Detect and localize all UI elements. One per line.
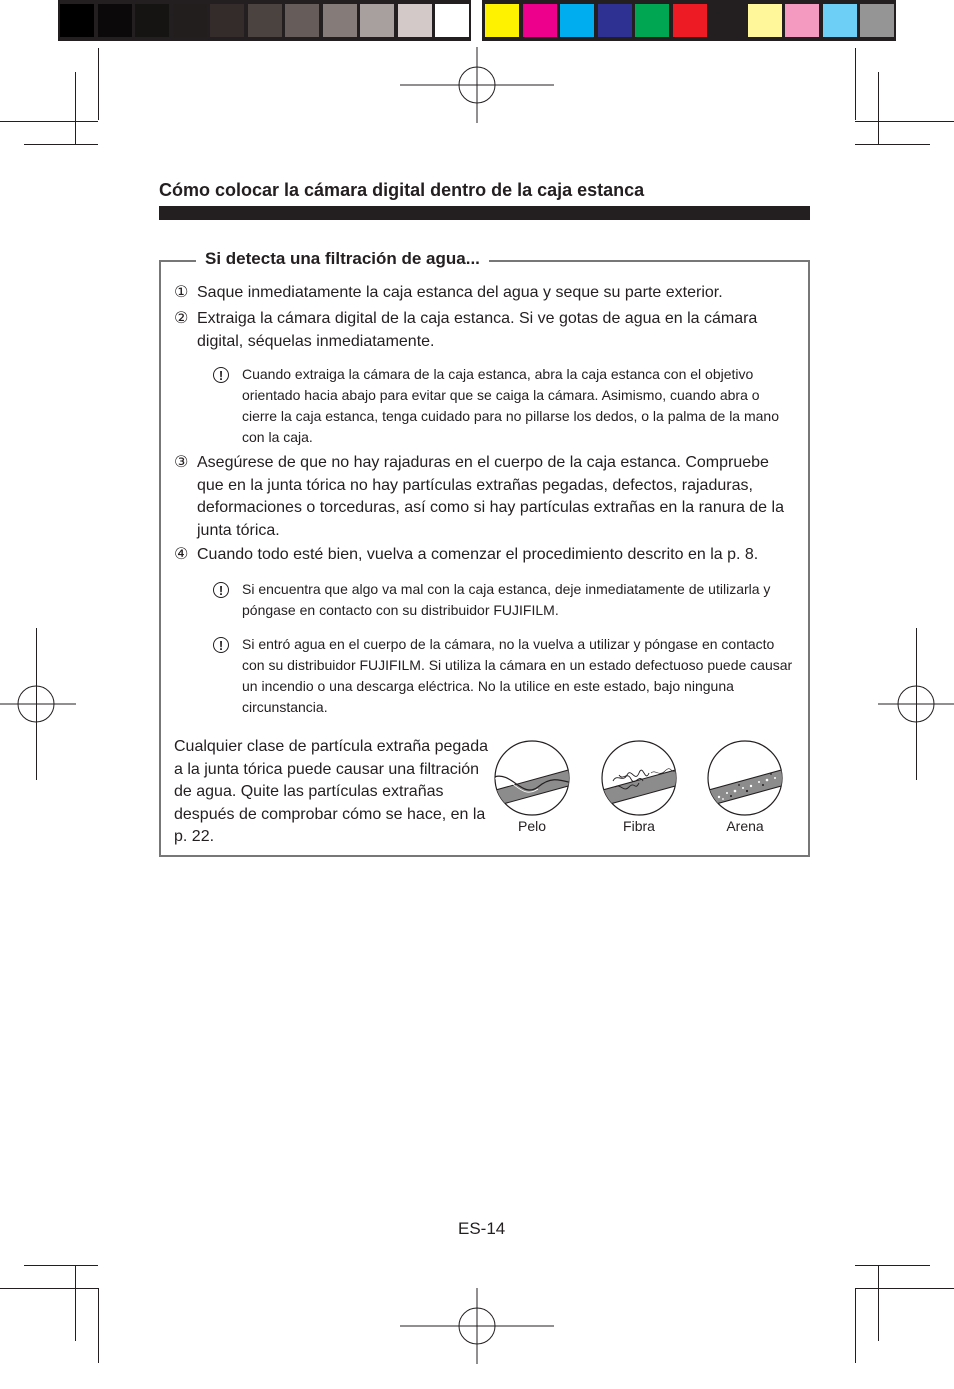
grayscale-swatch [60,4,94,37]
exclamation-circle-icon: ! [213,367,229,383]
registration-mark-top [400,47,554,123]
grayscale-swatch [285,4,319,37]
color-swatch [485,4,519,37]
step-number: ④ [174,546,189,563]
grayscale-swatch [398,4,432,37]
exclamation-circle-icon: ! [213,582,229,598]
color-swatch [635,4,669,37]
step-number: ③ [174,454,189,471]
color-swatch [785,4,819,37]
illustration-label-hair: Pelo [517,818,547,834]
fiber-on-oring-icon [599,739,679,817]
step-2 [174,308,794,353]
color-swatch [598,4,632,37]
grayscale-swatch [173,4,207,37]
note-2 [213,579,793,621]
grayscale-swatch [135,4,169,37]
hair-on-oring-icon [492,739,572,817]
grayscale-swatch [98,4,132,37]
grayscale-swatch [323,4,357,37]
step-text: Cuando todo esté bien, vuelva a comenzar el procedimiento descrito en la p. 8. [197,546,759,563]
registration-mark-right [878,666,954,742]
grayscale-swatch [360,4,394,37]
illustration-label-fiber: Fibra [623,818,655,834]
grayscale-swatch [435,4,469,37]
step-text: Asegúrese de que no hay rajaduras en el cuerpo de la caja estanca. Compruebe que en la junta tórica no hay partículas extrañas pegadas, defectos, rajaduras, deformaciones o torceduras, así como si hay partículas extrañas en la ranura de la junta tórica. [197,454,784,539]
grayscale-swatch [248,4,282,37]
sand-on-oring-icon [705,739,785,817]
grayscale-swatch [210,4,244,37]
registration-mark-bottom [400,1288,554,1364]
step-number: ② [174,310,189,327]
section-title: Cómo colocar la cámara digital dentro de la caja estanca [159,180,645,200]
illustration-label-sand: Arena [726,818,764,834]
step-text: Saque inmediatamente la caja estanca del agua y seque su parte exterior. [197,284,723,301]
note-1 [213,364,793,448]
particles-paragraph: Cualquier clase de partícula extraña pegada a la junta tórica puede causar una filtración de agua. Quite las partículas extrañas después de comprobar cómo se hace, en la p. 22. [174,738,488,845]
color-swatch [673,4,707,37]
step-4 [174,544,794,567]
note-3 [213,634,793,718]
step-text: Extraiga la cámara digital de la caja estanca. Si ve gotas de agua en la cámara digital, séquelas inmediatamente. [197,310,758,350]
color-swatch [823,4,857,37]
step-1 [174,282,794,305]
registration-mark-left [0,666,76,742]
color-swatch [748,4,782,37]
section-divider [159,206,810,220]
note-text: Si entró agua en el cuerpo de la cámara, no la vuelva a utilizar y póngase en contacto con su distribuidor FUJIFILM. Si utiliza la cámara en un estado defectuoso puede causar un incendio o una descarga eléctrica. No la utilice en este estado, bajo ninguna circunstancia. [242,636,793,715]
color-swatch [710,4,744,37]
box-title: Si detecta una filtración de agua... [196,249,489,269]
note-text: Si encuentra que algo va mal con la caja estanca, deje inmediatamente de utilizarla y póngase en contacto con su distribuidor FUJIFILM. [242,581,771,618]
page-number: ES-14 [458,1219,506,1238]
step-3 [174,452,794,542]
color-swatch [523,4,557,37]
color-swatch [560,4,594,37]
note-text: Cuando extraiga la cámara de la caja estanca, abra la caja estanca con el objetivo orientado hacia abajo para evitar que se caiga la cámara. Asimismo, cuando abra o cierre la caja estanca, tenga cuidado para no pillarse los dedos, o la palma de la mano con la caja. [242,366,779,445]
exclamation-circle-icon: ! [213,637,229,653]
step-number: ① [174,284,189,301]
color-swatch [860,4,894,37]
